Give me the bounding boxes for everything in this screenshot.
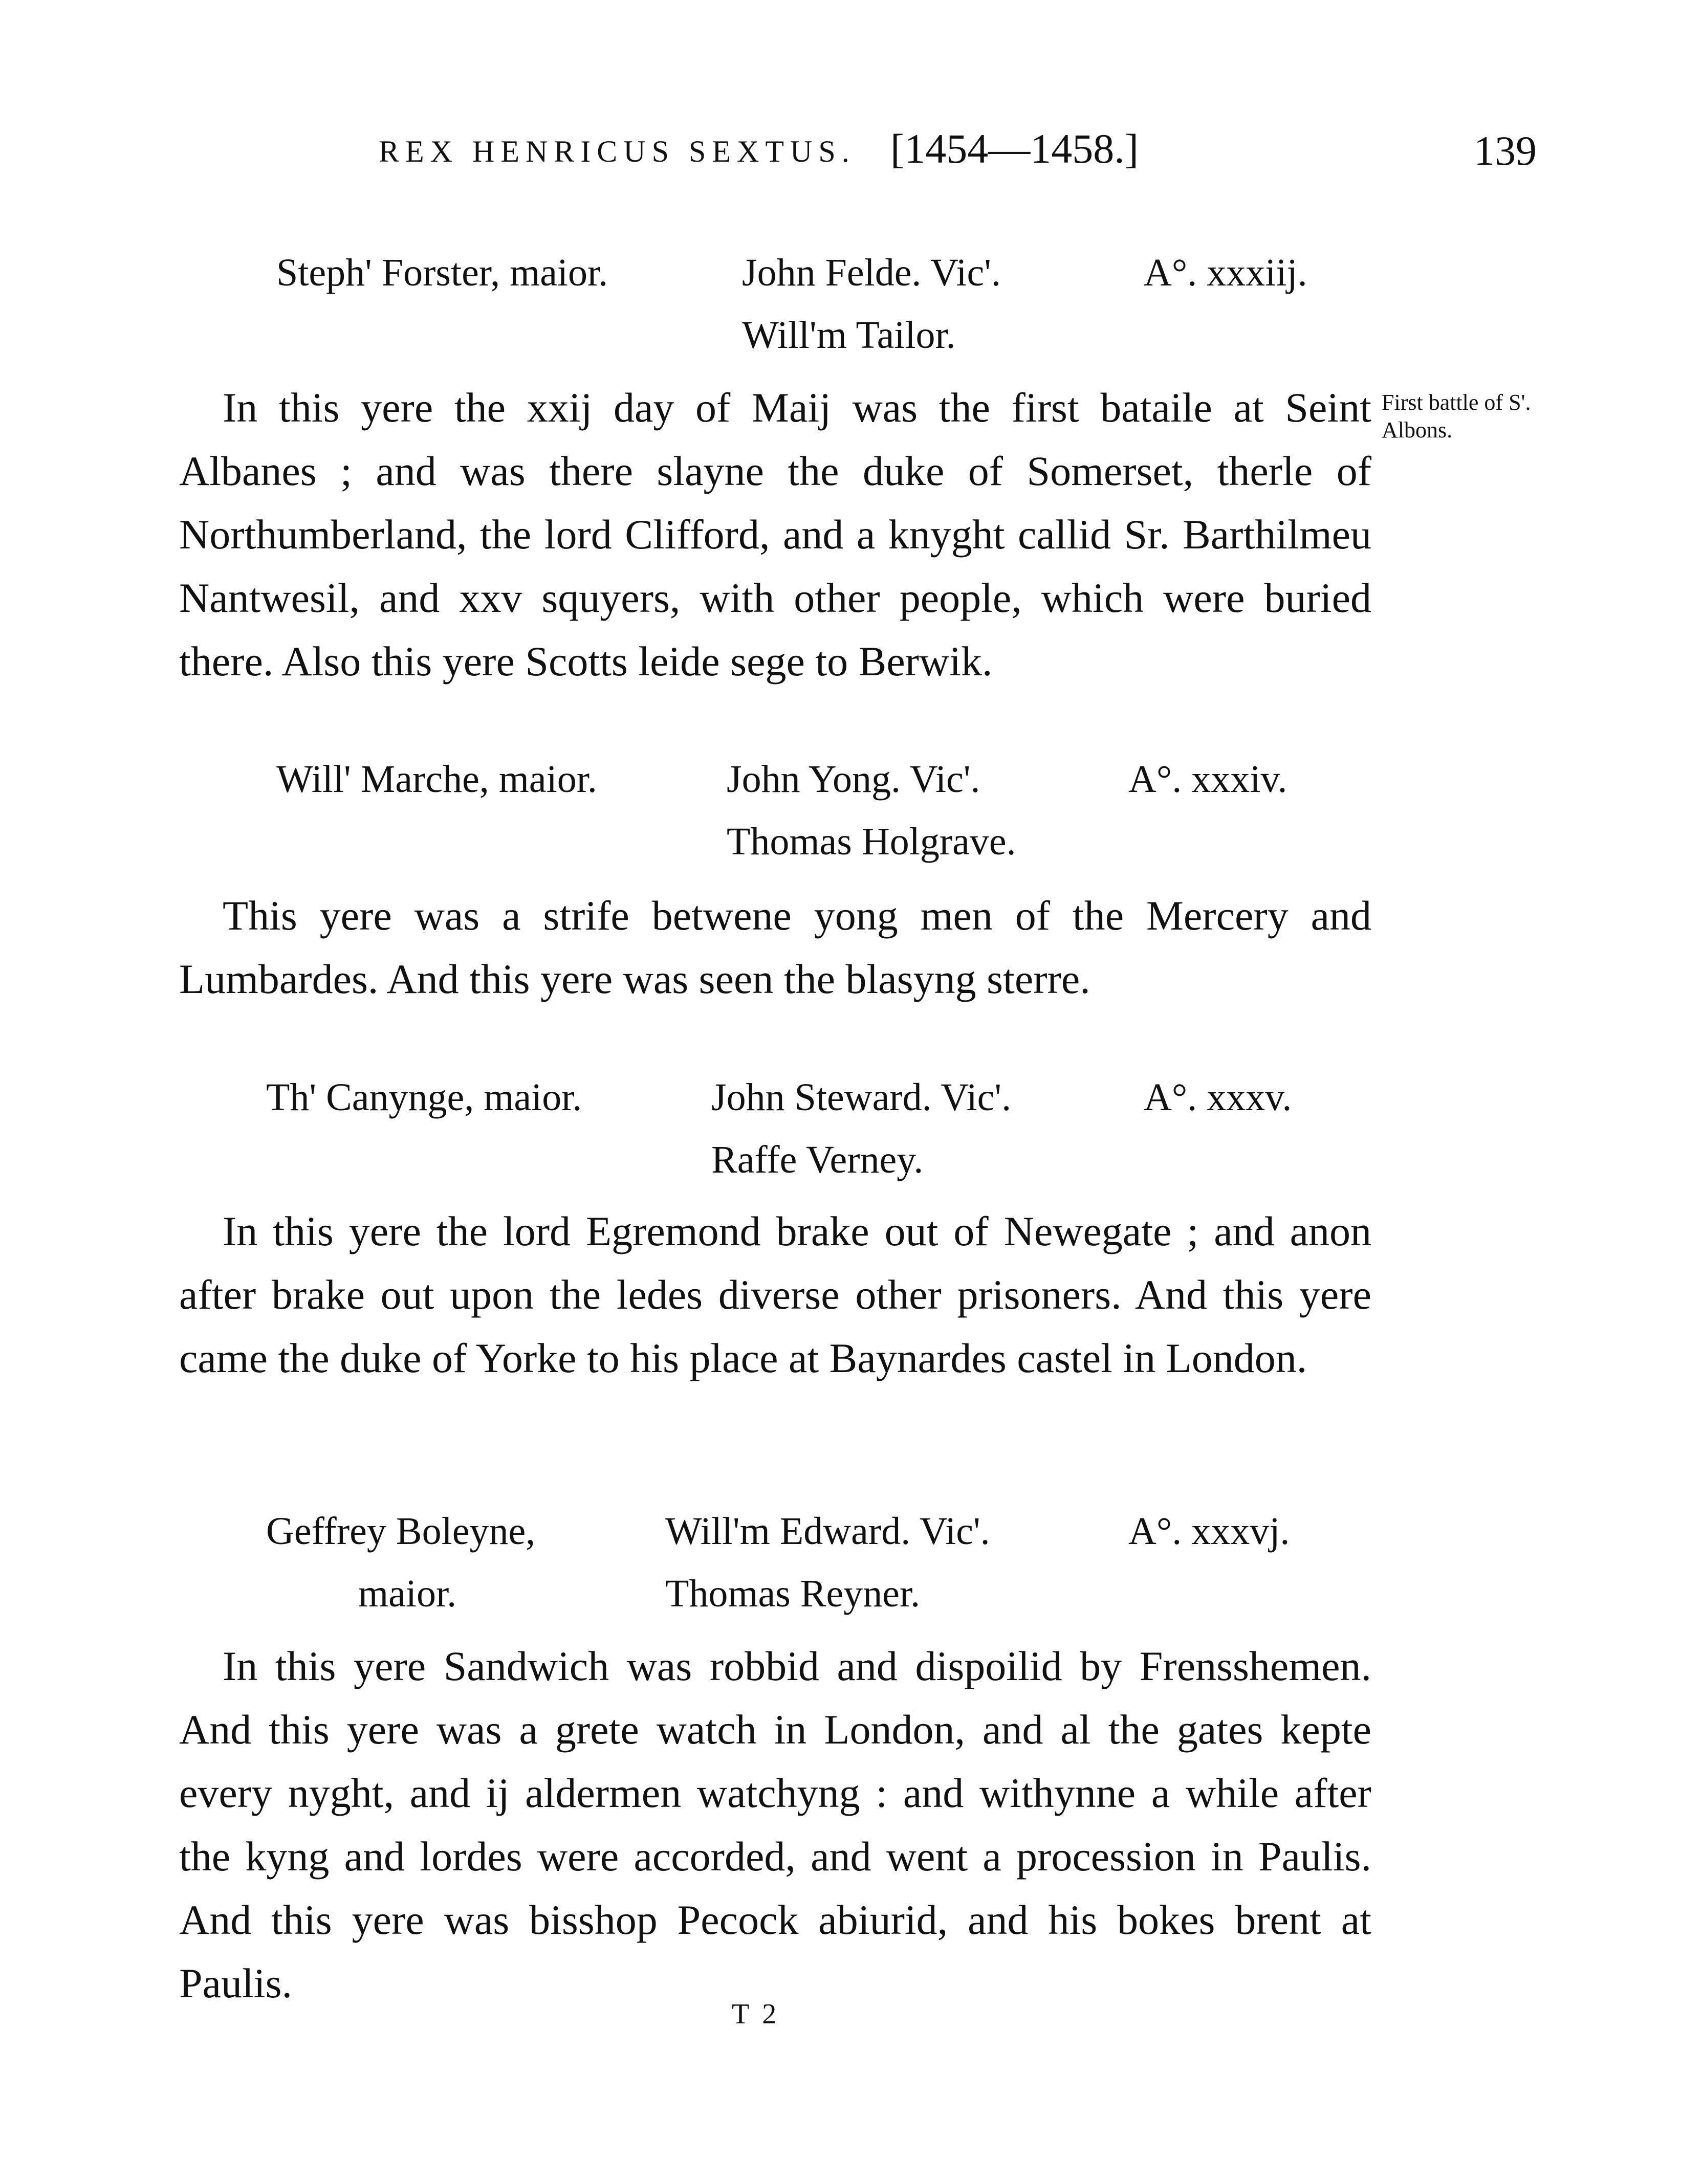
- entry-text: This yere was a strife betwene yong men of the Mercery and Lumbardes. And this yere was seen the blasyng sterre.: [179, 892, 1371, 1002]
- mayor-name: Will' Marche, maior.: [276, 758, 597, 801]
- mayor-name-cont: maior.: [358, 1572, 457, 1615]
- sheriff-name: John Steward. Vic'.: [711, 1076, 1012, 1119]
- signature-mark: T 2: [732, 1998, 780, 2030]
- sheriff-name: Will'm Tailor.: [742, 314, 956, 357]
- entry-text: In this yere Sandwich was robbid and dispoilid by Frensshemen. And this yere was a grete watch in London, and al the gates kepte every nyght, and ij aldermen watchyng : and withynne a while after the kyng and lordes were accorded, and went a procession in Paulis. And this yere was bisshop Pecock abiurid, and his bokes brent at Paulis.: [179, 1643, 1371, 2006]
- entry-text: In this yere the xxij day of Maij was the first bataile at Seint Albanes ; and was there slayne the duke of Somerset, therle of Northumberland, the lord Clifford, and a knyght callid Sr. Barthilmeu Nantwesil, and xxv squyers, with other people, which were buried there. Also this yere Scotts leide sege to Berwik.: [179, 384, 1371, 685]
- entry-text: In this yere the lord Egremond brake out of Newegate ; and anon after brake out upon the ledes diverse other prisoners. And this yere came the duke of Yorke to his place at Baynardes castel in London.: [179, 1208, 1371, 1381]
- mayor-name: Th' Canynge, maior.: [266, 1076, 582, 1119]
- sheriff-name: Raffe Verney.: [711, 1138, 924, 1181]
- running-dates: [1454—1458.]: [890, 125, 1139, 172]
- sheriff-name: Will'm Edward. Vic'.: [665, 1510, 990, 1553]
- regnal-year: A°. xxxiv.: [1128, 758, 1287, 801]
- regnal-year: A°. xxxiij.: [1144, 251, 1307, 294]
- mayor-name: Steph' Forster, maior.: [276, 251, 608, 294]
- sheriff-name: Thomas Reyner.: [665, 1572, 921, 1615]
- sheriff-name: Thomas Holgrave.: [727, 820, 1016, 863]
- regnal-year: A°. xxxv.: [1144, 1076, 1292, 1119]
- running-head: [0, 125, 1681, 195]
- running-title: REX HENRICUS SEXTUS.: [379, 135, 856, 168]
- regnal-year: A°. xxxvj.: [1128, 1510, 1290, 1553]
- sheriff-name: John Yong. Vic'.: [727, 758, 980, 801]
- sheriff-name: John Felde. Vic'.: [742, 251, 1001, 294]
- mayor-name: Geffrey Boleyne,: [266, 1510, 536, 1553]
- margin-note: First battle of S'. Albons.: [1382, 390, 1531, 443]
- page-number: 139: [1474, 127, 1537, 174]
